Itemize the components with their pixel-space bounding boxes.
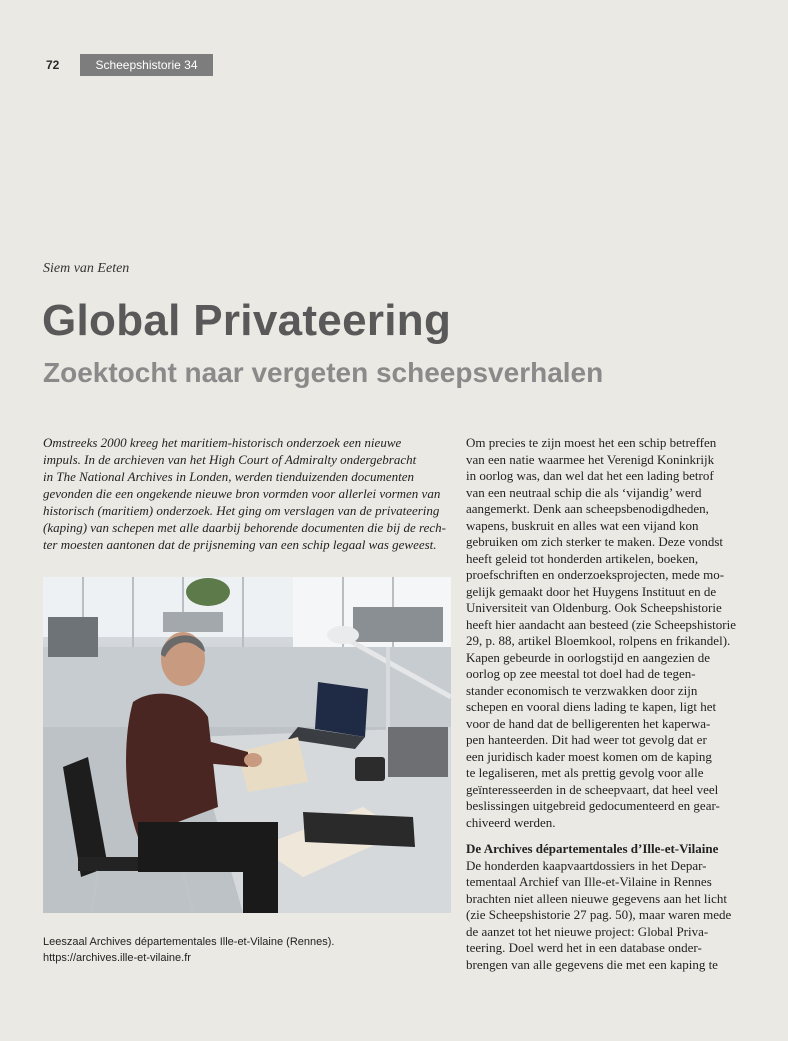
photo-caption	[43, 934, 453, 966]
reading-room-photo	[43, 577, 451, 913]
intro-line: ter moesten aantonen dat de prijsneming van een schip legaal was geweest.	[43, 537, 437, 552]
body-line: wapens, buskruit en alles wat een vijand kon	[466, 517, 699, 533]
body-line: heeft geleid tot honderden artikelen, boeken,	[466, 550, 699, 566]
body-line: aangemerkt. Denk aan scheepsbenodigdheden,	[466, 501, 709, 516]
section-line: De honderden kaapvaartdossiers in het Depar-	[466, 857, 707, 873]
caption-line: Leeszaal Archives départementales Ille-et-Vilaine (Rennes).	[43, 936, 335, 948]
body-line: pen hanteerden. Dit had weer tot gevolg dat er	[466, 732, 707, 747]
section-line: brachten niet alleen nieuwe gegevens aan het licht	[466, 890, 727, 906]
body-line: voor de hand dat de belligerenten het kaperwa-	[466, 715, 711, 731]
body-line: 29, p. 88, artikel Bloemkool, rolpens en frikandel).	[466, 633, 731, 648]
body-line: van een neutraal schip die als ‘vijandig’ werd	[466, 484, 702, 500]
caption-link: https://archives.ille-et-vilaine.fr	[43, 952, 191, 964]
body-line: geïnteresseerden in de scheepvaart, dat heel veel	[466, 781, 719, 797]
section-line: (zie Scheepshistorie 27 pag. 50), maar waren mede	[466, 907, 732, 922]
body-line: stander economisch te verzwakken door zijn	[466, 682, 698, 698]
intro-line: gevonden die een ongekende nieuwe bron vormden voor allerlei vormen van	[43, 486, 441, 501]
intro-line: Omstreeks 2000 kreeg het maritiem-historisch onderzoek een nieuwe	[43, 435, 402, 450]
photo-illustration	[43, 577, 451, 913]
section-line: tementaal Archief van Ille-et-Vilaine in Rennes	[466, 874, 712, 889]
article-title: Global Privateering	[42, 296, 452, 345]
intro-line: (kaping) van schepen met alle daarbij behorende documenten die bij de rech-	[43, 520, 446, 535]
body-line: Om precies te zijn moest het een schip betreffen	[466, 435, 717, 450]
intro-line: in The National Archives in Londen, werden tienduizenden documenten	[43, 469, 415, 484]
body-line: een juridisch kader moest komen om de kaping	[466, 748, 712, 764]
body-line: chiveerd werden.	[466, 814, 556, 830]
body-line: gebruiken om zich sterker te maken. Deze vondst	[466, 534, 724, 549]
section-heading: De Archives départementales d’Ille-et-Vilaine	[466, 841, 719, 856]
page-number: 72	[46, 58, 60, 72]
body-line: Universiteit van Oldenburg. Ook Scheepshistorie	[466, 600, 722, 615]
body-line: van een natie waarmee het Verenigd Koninkrijk	[466, 451, 715, 467]
intro-line: historisch (maritiem) onderzoek. Het ging om verslagen van de privateering	[43, 503, 440, 518]
body-line: in oorlog was, dan wel dat het een lading betrof	[466, 468, 714, 483]
section-line: teering. Doel werd het in een database onder-	[466, 940, 702, 955]
section-line: brengen van alle gegevens die met een kaping te	[466, 956, 718, 972]
body-line: proefschriften en onderzoeksprojecten, mede mo-	[466, 567, 725, 582]
body-line: schepen en vooral diens lading te kapen, ligt het	[466, 699, 717, 714]
journal-tab: Scheepshistorie 34	[80, 54, 213, 76]
body-line: beslissingen uitgebreid gedocumenteerd en gear-	[466, 798, 720, 813]
body-line: oorlog op zee meestal tot doel had de tegen-	[466, 666, 696, 681]
article-subtitle: Zoektocht naar vergeten scheepsverhalen	[43, 357, 604, 388]
body-line: gelijk gemaakt door het Huygens Instituut en de	[466, 583, 717, 599]
section-line: de aanzet tot het nieuwe project: Global Priva-	[466, 923, 709, 939]
body-line: te legaliseren, met als prettig gevolg voor alle	[466, 765, 704, 780]
author-byline: Siem van Eeten	[43, 261, 130, 276]
body-line: heeft hier aandacht aan besteed (zie Scheepshistorie	[466, 616, 736, 632]
body-line: Kapen gebeurde in oorlogstijd en aangezien de	[466, 649, 711, 665]
intro-paragraph	[43, 434, 453, 553]
intro-line: impuls. In de archieven van het High Court of Admiralty ondergebracht	[43, 452, 417, 467]
body-column	[466, 435, 756, 973]
